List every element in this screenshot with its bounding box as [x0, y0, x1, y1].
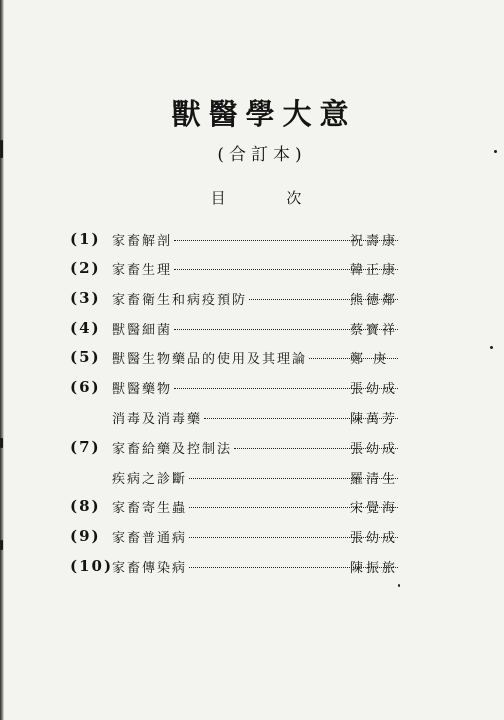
toc-entry: [0, 438, 504, 460]
entry-author: 張幼成: [350, 531, 399, 546]
entry-author: 宋覺海: [350, 501, 399, 516]
entry-title: 家畜寄生蟲: [112, 501, 188, 516]
entry-author: 韓正康: [350, 263, 399, 278]
entry-author: 陳振旅: [350, 561, 399, 576]
toc-entry: [0, 259, 504, 281]
entry-title: 家畜衛生和病疫預防: [112, 293, 248, 308]
toc-heading: 目 次: [210, 189, 330, 207]
book-title: 獸醫學大意: [171, 97, 357, 131]
speck-mark: [398, 584, 400, 587]
toc-entry: [0, 319, 504, 341]
entry-title: 家畜傳染病: [112, 561, 188, 576]
entry-title: 獸醫細菌: [112, 323, 173, 338]
entry-title: 家畜給藥及控制法: [112, 442, 233, 457]
entry-author: 張幼成: [350, 382, 399, 397]
entry-number: (2): [70, 259, 101, 277]
entry-number: (1): [70, 230, 101, 248]
toc-entry: [0, 230, 504, 252]
entry-title: 獸醫藥物: [112, 382, 173, 397]
entry-title: 疾病之診斷: [112, 472, 188, 487]
entry-number: (10): [70, 557, 114, 575]
toc-entry: [0, 557, 504, 579]
entry-number: (7): [70, 438, 101, 456]
entry-author: 蔡寶祥: [350, 323, 399, 338]
entry-title: 消毒及消毒藥: [112, 412, 203, 427]
toc-entry: [0, 408, 504, 430]
entry-author: 鄭 庚: [350, 352, 390, 367]
entry-number: (8): [70, 497, 101, 515]
entry-title: 獸醫生物藥品的使用及其理論: [112, 352, 308, 367]
toc-entry: [0, 497, 504, 519]
toc-entry: [0, 378, 504, 400]
entry-number: (3): [70, 289, 101, 307]
entry-author: 羅清生: [350, 472, 399, 487]
entry-number: (6): [70, 378, 101, 396]
toc-entry: [0, 468, 504, 490]
toc-entry: [0, 348, 504, 370]
entry-number: (4): [70, 319, 101, 337]
entry-author: 張幼成: [350, 442, 399, 457]
toc-entry: [0, 289, 504, 311]
entry-title: 家畜解剖: [112, 234, 173, 249]
book-subtitle: (合訂本): [217, 145, 307, 165]
toc-entry: [0, 527, 504, 549]
entry-number: (5): [70, 348, 101, 366]
entry-title: 家畜普通病: [112, 531, 188, 546]
entry-title: 家畜生理: [112, 263, 173, 278]
entry-author: 熊德鄰: [350, 293, 399, 308]
entry-author: 陳萬芳: [350, 412, 399, 427]
entry-number: (9): [70, 527, 101, 545]
entry-author: 祝壽康: [350, 234, 399, 249]
